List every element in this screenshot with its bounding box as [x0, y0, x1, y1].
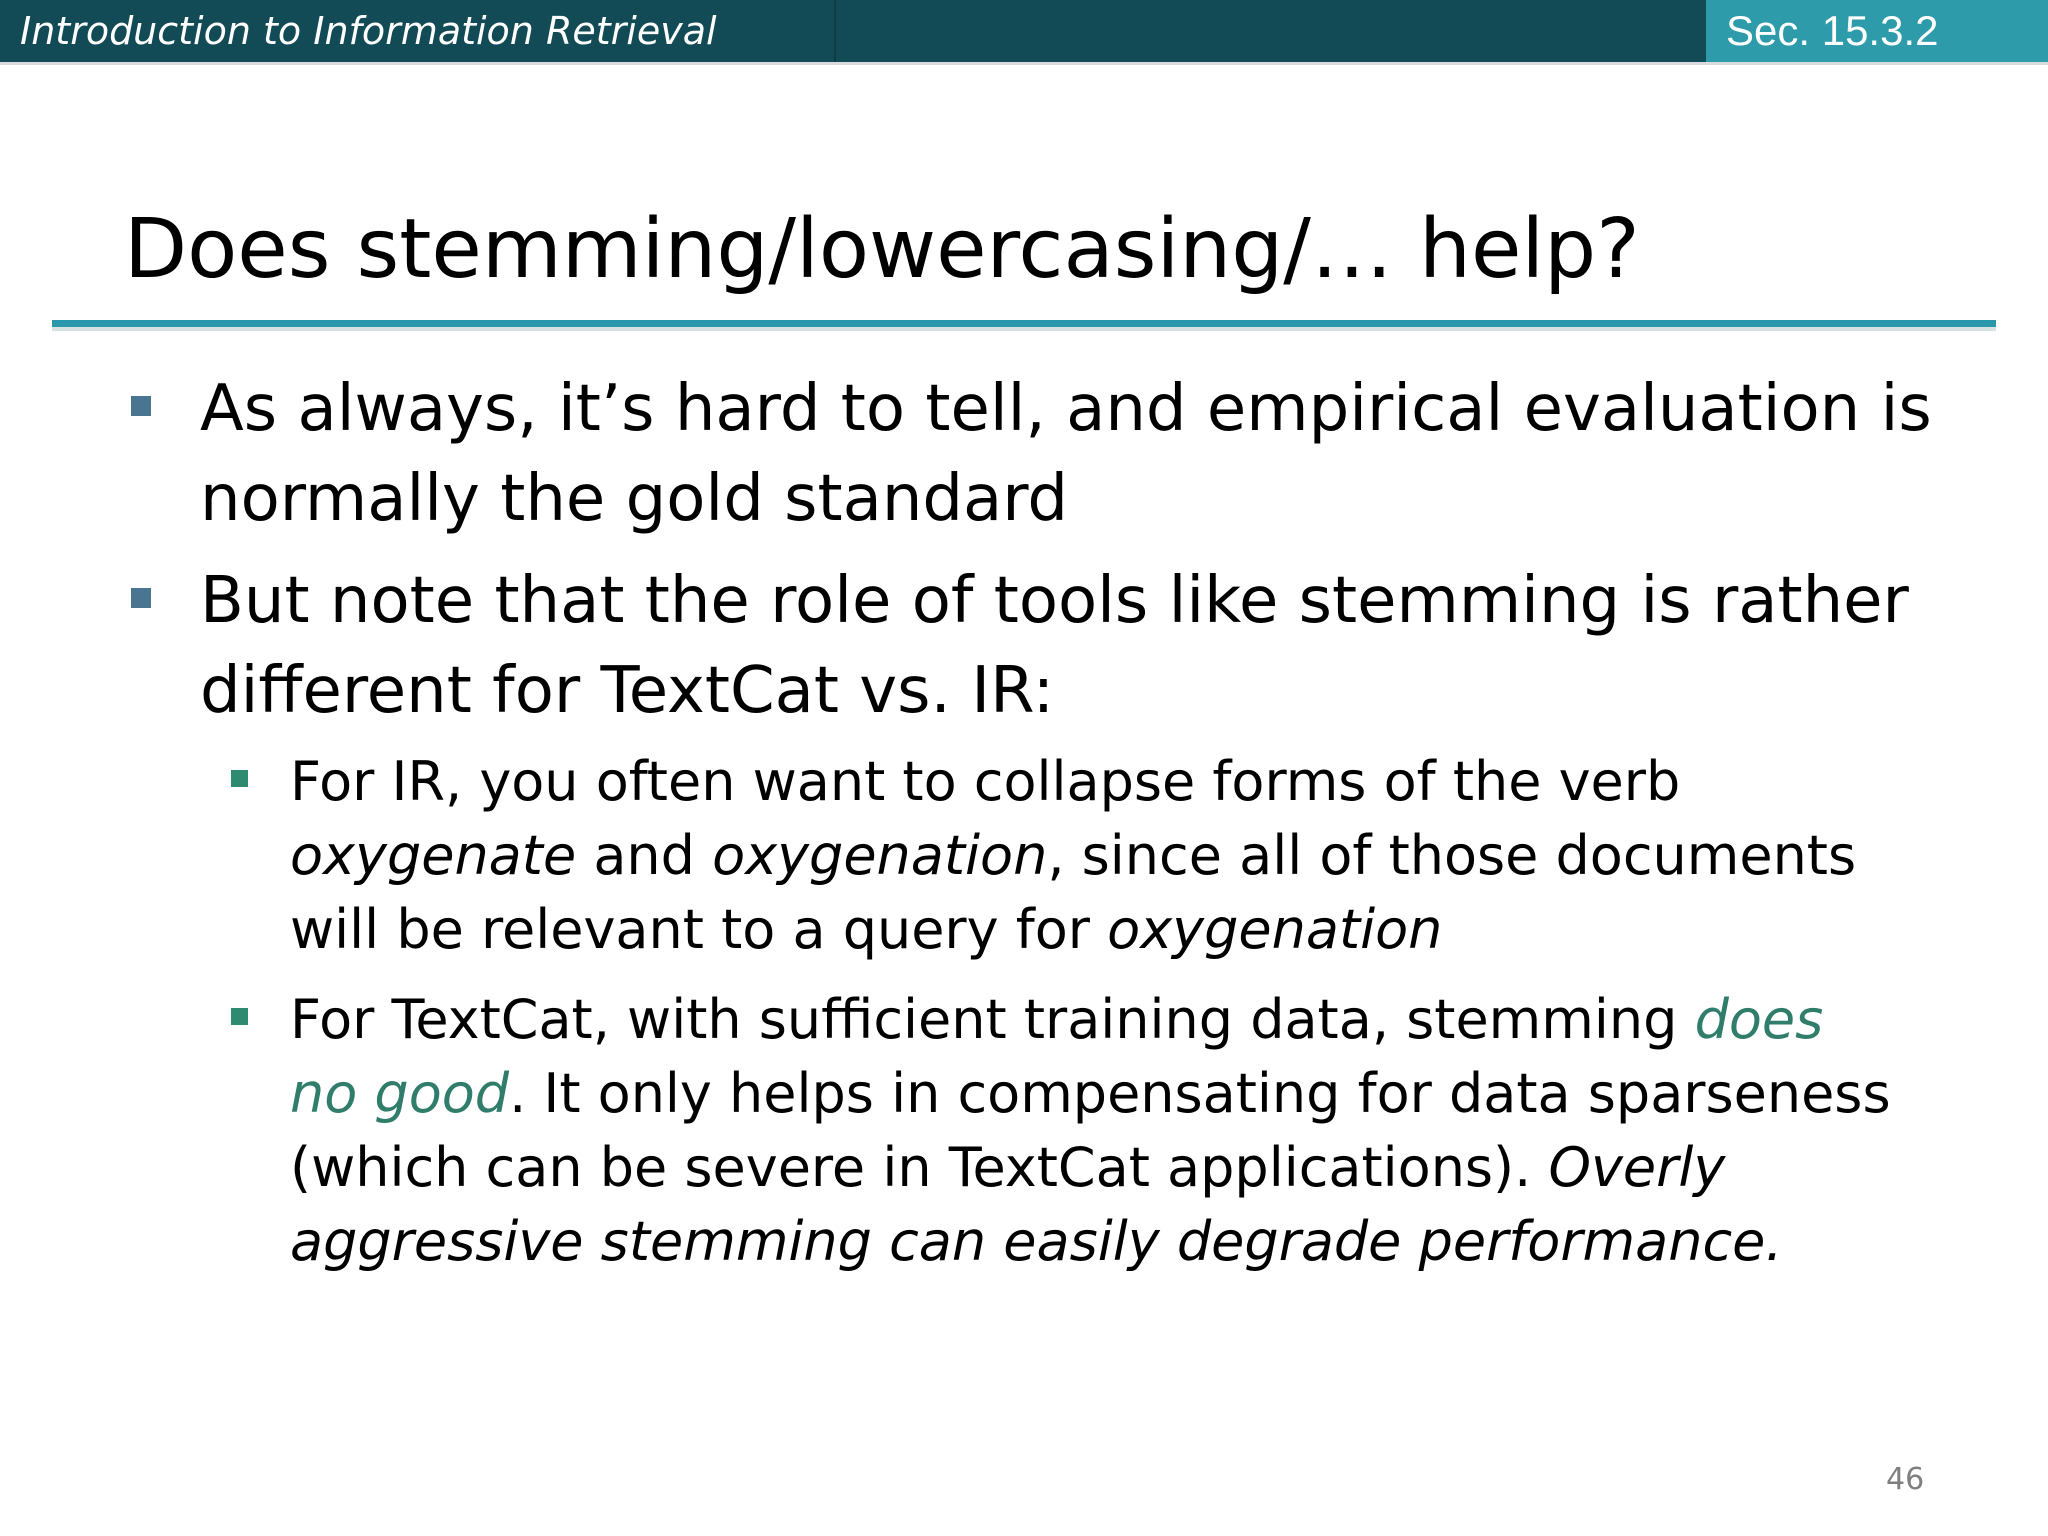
sub-bullet-line: (which can be severe in TextCat applications). Overly [290, 1136, 1726, 1199]
sub-bullet-marker [231, 1008, 248, 1025]
italic-phrase: aggressive stemming can easily degrade performance. [290, 1210, 1783, 1273]
section-label: Sec. 15.3.2 [1726, 7, 1939, 54]
sub-bullet-line: For IR, you often want to collapse forms of the verb [290, 750, 1681, 813]
accent-phrase: does [1694, 988, 1824, 1051]
italic-term: oxygenation [712, 824, 1048, 887]
accent-phrase: no good [290, 1062, 510, 1125]
bullet-line: different for TextCat vs. IR: [200, 654, 1055, 728]
slide-title: Does stemming/lowercasing/… help? [124, 202, 1640, 297]
italic-term: oxygenation [1107, 898, 1443, 961]
sub-bullet-line: For TextCat, with sufficient training data, stemming does [290, 988, 1824, 1051]
italic-phrase: Overly [1548, 1136, 1726, 1199]
bullet-marker [131, 396, 151, 416]
sub-bullet-item [290, 745, 1856, 967]
sub-bullet-line: will be relevant to a query for oxygenation [290, 898, 1443, 961]
title-underline [52, 320, 1996, 327]
section-badge [1706, 0, 2048, 62]
sub-bullet-marker [231, 770, 248, 787]
header-divider [834, 0, 836, 62]
sub-bullet-line: oxygenate and oxygenation, since all of those documents [290, 824, 1857, 887]
bullet-line: normally the gold standard [200, 462, 1069, 536]
bullet-line: But note that the role of tools like stemming is rather [200, 564, 1909, 638]
bullet-marker [131, 588, 151, 608]
bullet-line: As always, it’s hard to tell, and empirical evaluation is [200, 372, 1932, 446]
course-title: Introduction to Information Retrieval [20, 9, 717, 53]
bullet-item [200, 364, 1932, 544]
slide-number: 46 [1886, 1462, 1925, 1497]
sub-bullet-line: no good. It only helps in compensating for data sparseness [290, 1062, 1891, 1125]
sub-bullet-item [290, 983, 1891, 1279]
header-bar [0, 0, 2048, 65]
sub-bullet-line [290, 1205, 1891, 1279]
italic-term: oxygenate [290, 824, 577, 887]
bullet-item [200, 556, 1909, 736]
title-underline-shadow [52, 327, 1996, 331]
